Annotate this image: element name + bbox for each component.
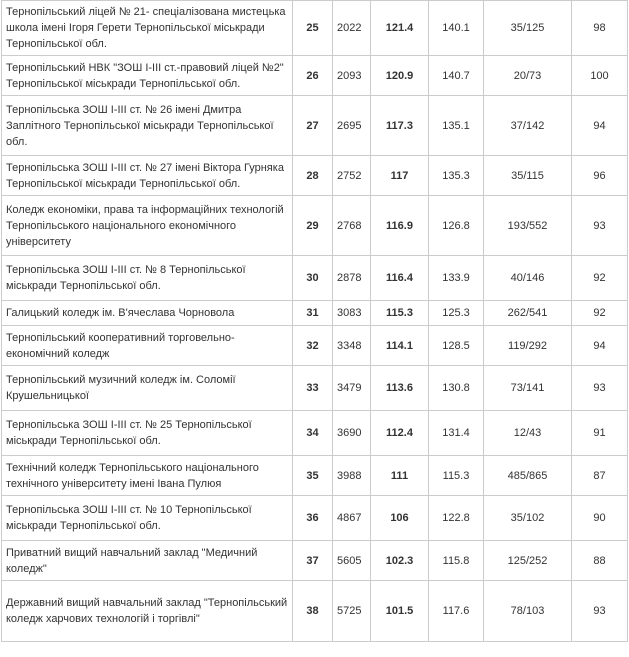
score-value: 106 <box>371 496 429 541</box>
school-name: Тернопільська ЗОШ І-ІІІ ст. № 25 Тернопільської міськради Тернопільської обл. <box>2 411 293 456</box>
percent-value: 93 <box>572 366 628 411</box>
table-body <box>2 1 628 642</box>
rank-value: 38 <box>293 581 333 642</box>
percent-value: 94 <box>572 96 628 156</box>
ratio-value: 78/103 <box>484 581 572 642</box>
index-value: 3083 <box>333 301 371 326</box>
score-value: 112.4 <box>371 411 429 456</box>
index-value: 3988 <box>333 456 371 496</box>
rank-value: 27 <box>293 96 333 156</box>
rank-value: 34 <box>293 411 333 456</box>
percent-value: 87 <box>572 456 628 496</box>
ratio-value: 119/292 <box>484 326 572 366</box>
rank-value: 28 <box>293 156 333 196</box>
average-value: 140.7 <box>429 56 484 96</box>
ratio-value: 35/115 <box>484 156 572 196</box>
average-value: 117.6 <box>429 581 484 642</box>
rating-table <box>1 0 628 642</box>
index-value: 5605 <box>333 541 371 581</box>
percent-value: 91 <box>572 411 628 456</box>
average-value: 115.8 <box>429 541 484 581</box>
table-row <box>2 496 628 541</box>
average-value: 125.3 <box>429 301 484 326</box>
average-value: 128.5 <box>429 326 484 366</box>
average-value: 140.1 <box>429 1 484 56</box>
index-value: 3479 <box>333 366 371 411</box>
ratio-value: 35/125 <box>484 1 572 56</box>
percent-value: 98 <box>572 1 628 56</box>
index-value: 4867 <box>333 496 371 541</box>
percent-value: 90 <box>572 496 628 541</box>
school-name: Тернопільська ЗОШ І-ІІІ ст. № 8 Тернопільської міськради Тернопільської обл. <box>2 256 293 301</box>
percent-value: 93 <box>572 196 628 256</box>
score-value: 101.5 <box>371 581 429 642</box>
percent-value: 92 <box>572 256 628 301</box>
percent-value: 88 <box>572 541 628 581</box>
ratio-value: 73/141 <box>484 366 572 411</box>
school-name: Тернопільський ліцей № 21- спеціалізована мистецька школа імені Ігоря Герети Тернопільської міськради Тернопільської обл. <box>2 1 293 56</box>
score-value: 121.4 <box>371 1 429 56</box>
score-value: 113.6 <box>371 366 429 411</box>
table-row <box>2 456 628 496</box>
school-name: Тернопільський музичний коледж ім. Соломії Крушельницької <box>2 366 293 411</box>
average-value: 130.8 <box>429 366 484 411</box>
score-value: 111 <box>371 456 429 496</box>
average-value: 135.3 <box>429 156 484 196</box>
score-value: 116.4 <box>371 256 429 301</box>
score-value: 116.9 <box>371 196 429 256</box>
score-value: 120.9 <box>371 56 429 96</box>
average-value: 122.8 <box>429 496 484 541</box>
ratio-value: 12/43 <box>484 411 572 456</box>
percent-value: 92 <box>572 301 628 326</box>
table-row <box>2 301 628 326</box>
rank-value: 25 <box>293 1 333 56</box>
school-name: Тернопільська ЗОШ І-ІІІ ст. № 27 імені Віктора Гурняка Тернопільської міськради Тернопільської обл. <box>2 156 293 196</box>
school-name: Технічний коледж Тернопільського національного технічного університету імені Івана Пулюя <box>2 456 293 496</box>
percent-value: 96 <box>572 156 628 196</box>
school-name: Галицький коледж ім. В'ячеслава Чорновола <box>2 301 293 326</box>
ratio-value: 37/142 <box>484 96 572 156</box>
percent-value: 93 <box>572 581 628 642</box>
score-value: 102.3 <box>371 541 429 581</box>
ratio-value: 193/552 <box>484 196 572 256</box>
table-row <box>2 411 628 456</box>
school-name: Державний вищий навчальний заклад "Тернопільський коледж харчових технологій і торгівлі" <box>2 581 293 642</box>
average-value: 131.4 <box>429 411 484 456</box>
rank-value: 30 <box>293 256 333 301</box>
average-value: 135.1 <box>429 96 484 156</box>
rank-value: 31 <box>293 301 333 326</box>
rank-value: 33 <box>293 366 333 411</box>
table-row <box>2 326 628 366</box>
table-row <box>2 56 628 96</box>
score-value: 114.1 <box>371 326 429 366</box>
index-value: 2022 <box>333 1 371 56</box>
average-value: 126.8 <box>429 196 484 256</box>
table-row <box>2 541 628 581</box>
ratio-value: 40/146 <box>484 256 572 301</box>
table-row <box>2 366 628 411</box>
index-value: 2695 <box>333 96 371 156</box>
table-row <box>2 96 628 156</box>
school-name: Тернопільський кооперативний торговельно-економічний коледж <box>2 326 293 366</box>
school-name: Тернопільська ЗОШ І-ІІІ ст. № 26 імені Дмитра Заплітного Тернопільської міськради Тернопільської обл. <box>2 96 293 156</box>
table-row <box>2 581 628 642</box>
table-row <box>2 196 628 256</box>
table-row <box>2 1 628 56</box>
school-name: Тернопільський НВК "ЗОШ І-ІІІ ст.-правовий ліцей №2" Тернопільської міськради Тернопільської обл. <box>2 56 293 96</box>
ratio-value: 20/73 <box>484 56 572 96</box>
ratio-value: 485/865 <box>484 456 572 496</box>
percent-value: 94 <box>572 326 628 366</box>
index-value: 5725 <box>333 581 371 642</box>
index-value: 3690 <box>333 411 371 456</box>
rank-value: 26 <box>293 56 333 96</box>
table-row <box>2 156 628 196</box>
average-value: 115.3 <box>429 456 484 496</box>
score-value: 115.3 <box>371 301 429 326</box>
rank-value: 35 <box>293 456 333 496</box>
school-name: Тернопільська ЗОШ І-ІІІ ст. № 10 Тернопільської міськради Тернопільської обл. <box>2 496 293 541</box>
index-value: 2878 <box>333 256 371 301</box>
table-row <box>2 256 628 301</box>
score-value: 117.3 <box>371 96 429 156</box>
rank-value: 29 <box>293 196 333 256</box>
score-value: 117 <box>371 156 429 196</box>
percent-value: 100 <box>572 56 628 96</box>
school-name: Коледж економіки, права та інформаційних технологій Тернопільського національного економічного університету <box>2 196 293 256</box>
rank-value: 32 <box>293 326 333 366</box>
ratio-value: 262/541 <box>484 301 572 326</box>
average-value: 133.9 <box>429 256 484 301</box>
ratio-value: 35/102 <box>484 496 572 541</box>
index-value: 2752 <box>333 156 371 196</box>
rank-value: 36 <box>293 496 333 541</box>
index-value: 3348 <box>333 326 371 366</box>
rank-value: 37 <box>293 541 333 581</box>
index-value: 2093 <box>333 56 371 96</box>
school-name: Приватний вищий навчальний заклад "Медичний коледж" <box>2 541 293 581</box>
index-value: 2768 <box>333 196 371 256</box>
ratio-value: 125/252 <box>484 541 572 581</box>
